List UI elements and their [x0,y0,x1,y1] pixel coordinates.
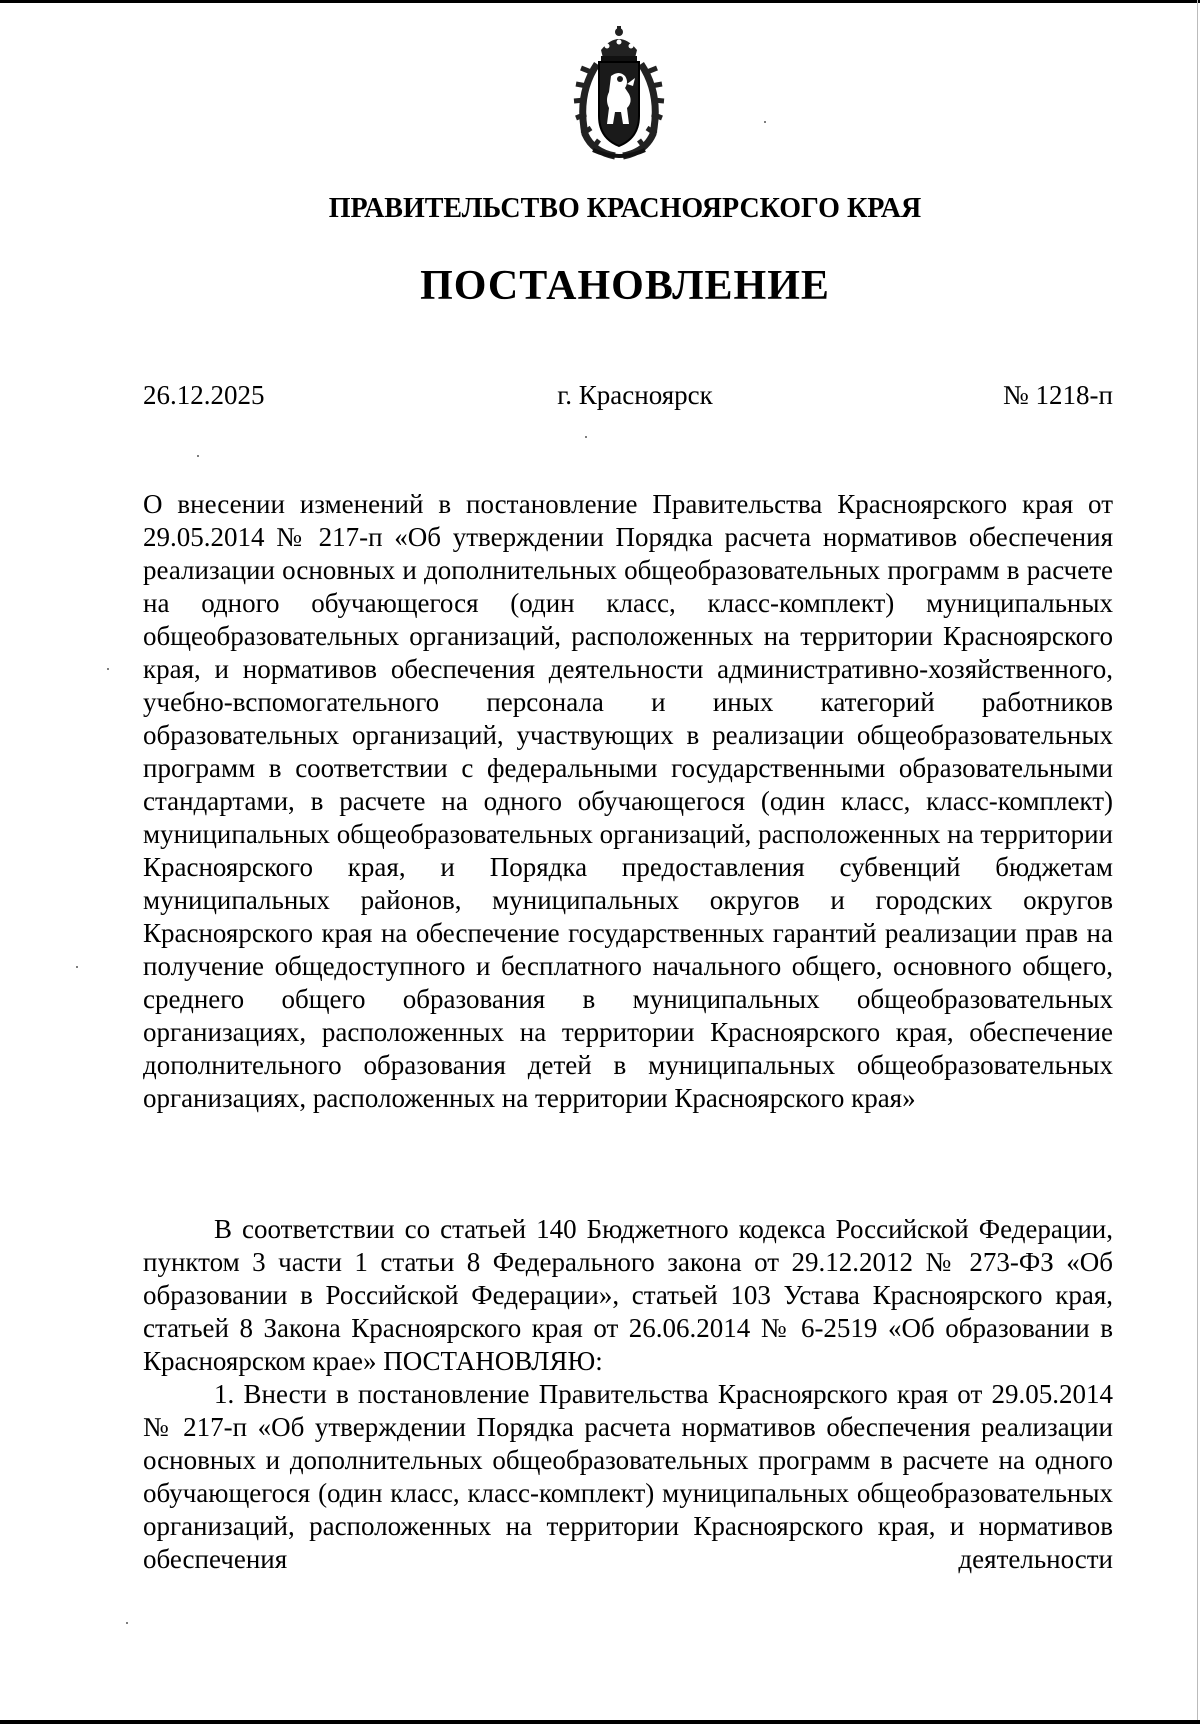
scan-speck [76,966,78,968]
scan-top-border [0,0,1200,3]
document-body [143,1213,1113,1576]
krasnoyarsk-coat-of-arms-icon [563,24,675,160]
scan-speck [107,668,109,670]
document-meta-row [143,380,1113,416]
document-number: № 1218-п [1003,380,1113,410]
scan-speck [126,1622,128,1624]
item-1-paragraph: 1. Внести в постановление Правительства Красноярского края от 29.05.2014 № 217-п «Об утверждении Порядка расчета нормативов обеспечения реализации основных и дополнительных общеобразовательных программ в расчете на одного обучающегося (один класс, класс-комплект) муниципальных общеобразовательных организаций, расположенных на территории Красноярского края, и нормативов обеспечения деятельности [143,1379,1113,1574]
scan-speck [764,121,766,123]
document-date: 26.12.2025 [143,380,265,410]
government-heading: ПРАВИТЕЛЬСТВО КРАСНОЯРСКОГО КРАЯ [328,193,922,224]
document-type-heading: ПОСТАНОВЛЕНИЕ [420,263,830,309]
scan-right-edge [1197,0,1198,1724]
scan-speck [197,455,199,457]
document-subject: О внесении изменений в постановление Правительства Красноярского края от 29.05.2014 № 217-п «Об утверждении Порядка расчета нормативов обеспечения реализации основных и дополнительных общеобразовательных программ в расчете на одного обучающегося (один класс, класс-комплект) муниципальных общеобразовательных организаций, расположенных на территории Красноярского края, и нормативов обеспечения деятельности административно-хозяйственного, учебно-вспомогательного персонала и иных категорий работников образовательных организаций, участвующих в реализации общеобразовательных программ в соответствии с федеральными государственными образовательными стандартами, в расчете на одного обучающегося (один класс, класс-комплект) муниципальных общеобразовательных организаций, расположенных на территории Красноярского края, и Порядка предоставления субвенций бюджетам муниципальных районов, муниципальных округов и городских округов Красноярского края на обеспечение государственных гарантий реализации прав на получение общедоступного и бесплатного начального общего, основного общего, среднего общего образования в муниципальных общеобразовательных организациях, расположенных на территории Красноярского края, обеспечение дополнительного образования детей в муниципальных общеобразовательных организациях, расположенных на территории Красноярского края» [143,489,1113,1113]
scan-bottom-border [0,1720,1200,1724]
preamble-paragraph: В соответствии со статьей 140 Бюджетного кодекса Российской Федерации, пунктом 3 части 1 статьи 8 Федерального закона от 29.12.2012 № 273-ФЗ «Об образовании в Российской Федерации», статьей 103 Устава Красноярского края, статьей 8 Закона Красноярского края от 26.06.2014 № 6-2519 «Об образовании в Красноярском крае» ПОСТАНОВЛЯЮ: [143,1214,1113,1376]
document-city: г. Красноярск [557,380,713,410]
scan-speck [585,436,587,438]
